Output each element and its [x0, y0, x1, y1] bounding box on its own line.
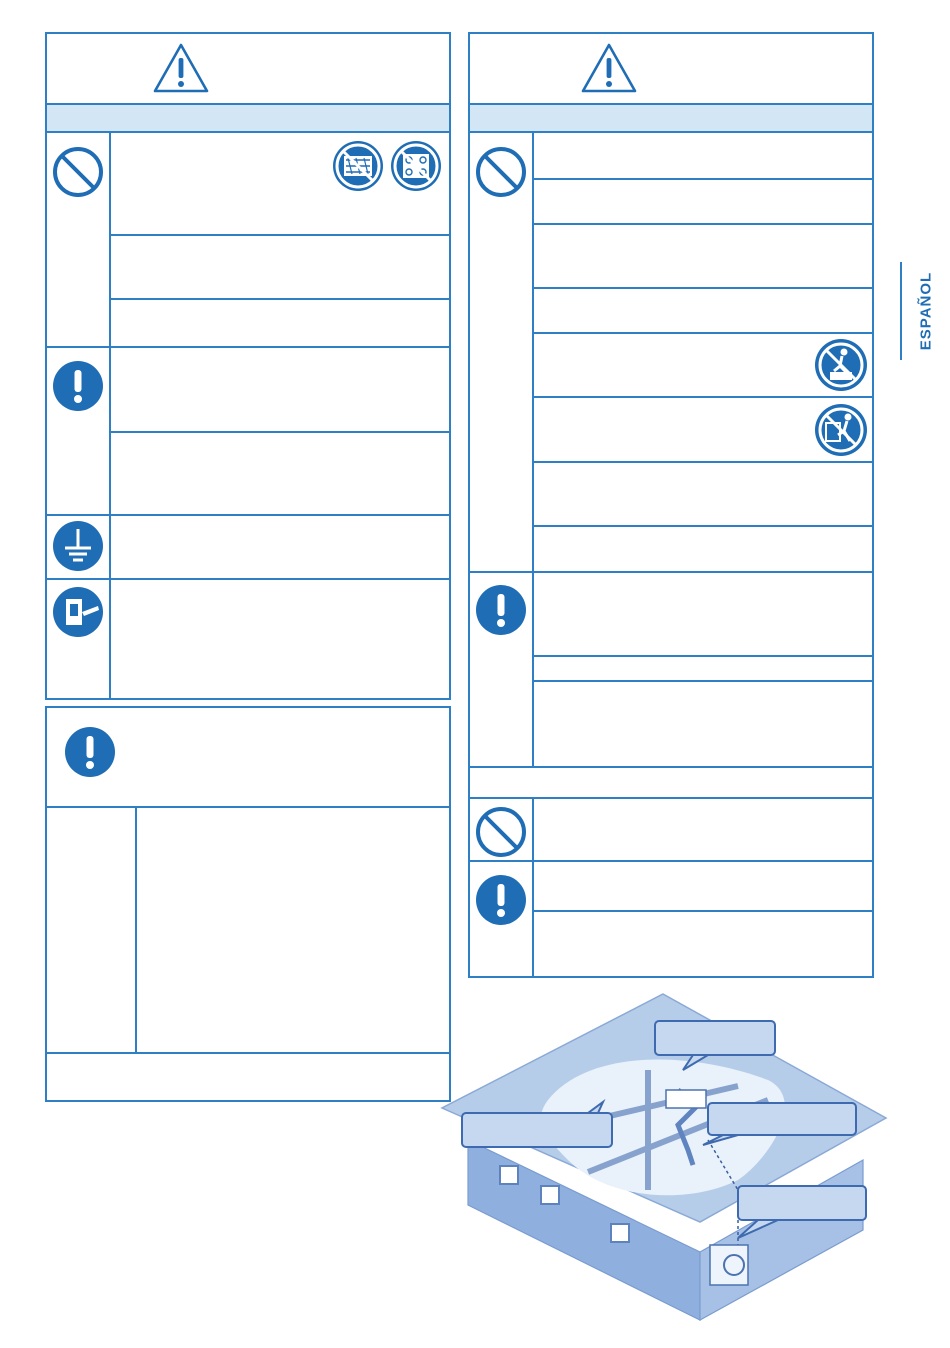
divider [532, 287, 874, 289]
prohibited-icon [475, 806, 527, 858]
prohibited-icon [475, 146, 527, 198]
divider [532, 797, 534, 978]
divider [532, 396, 874, 398]
mandatory-icon [64, 726, 116, 778]
divider [532, 655, 874, 657]
divider [468, 131, 874, 133]
divider [109, 234, 451, 236]
divider [45, 514, 451, 516]
warning-triangle-icon [579, 41, 639, 95]
divider [45, 578, 451, 580]
divider [468, 766, 874, 768]
divider [135, 806, 137, 1054]
warning-triangle-icon [151, 41, 211, 95]
divider [109, 131, 111, 700]
no-alteration-icon [332, 140, 384, 192]
divider [468, 103, 874, 105]
divider [532, 910, 874, 912]
no-stepping-icon [814, 338, 868, 392]
mandatory-icon [475, 584, 527, 636]
divider [468, 860, 874, 862]
mandatory-icon [475, 874, 527, 926]
switch-off-icon [52, 586, 104, 638]
prohibited-icon [52, 146, 104, 198]
divider [109, 431, 451, 433]
divider [45, 131, 451, 133]
divider [468, 571, 874, 573]
no-disassembly-icon [390, 140, 442, 192]
divider [468, 797, 874, 799]
divider [532, 223, 874, 225]
language-tab [900, 262, 950, 360]
house-installation-illustration [438, 990, 888, 1335]
no-climbing-icon [814, 403, 868, 457]
divider [45, 1052, 451, 1054]
ground-icon [52, 520, 104, 572]
divider [532, 461, 874, 463]
divider [532, 332, 874, 334]
left-warning-subheader [47, 104, 449, 132]
divider [532, 525, 874, 527]
divider [532, 131, 534, 767]
divider [45, 806, 451, 808]
divider [109, 298, 451, 300]
divider [45, 103, 451, 105]
divider [45, 346, 451, 348]
divider [532, 178, 874, 180]
mandatory-icon [52, 360, 104, 412]
language-tab-label: ESPAÑOL [917, 271, 935, 351]
right-warning-subheader [470, 104, 872, 132]
right-warning-panel [468, 32, 874, 978]
divider [532, 680, 874, 682]
